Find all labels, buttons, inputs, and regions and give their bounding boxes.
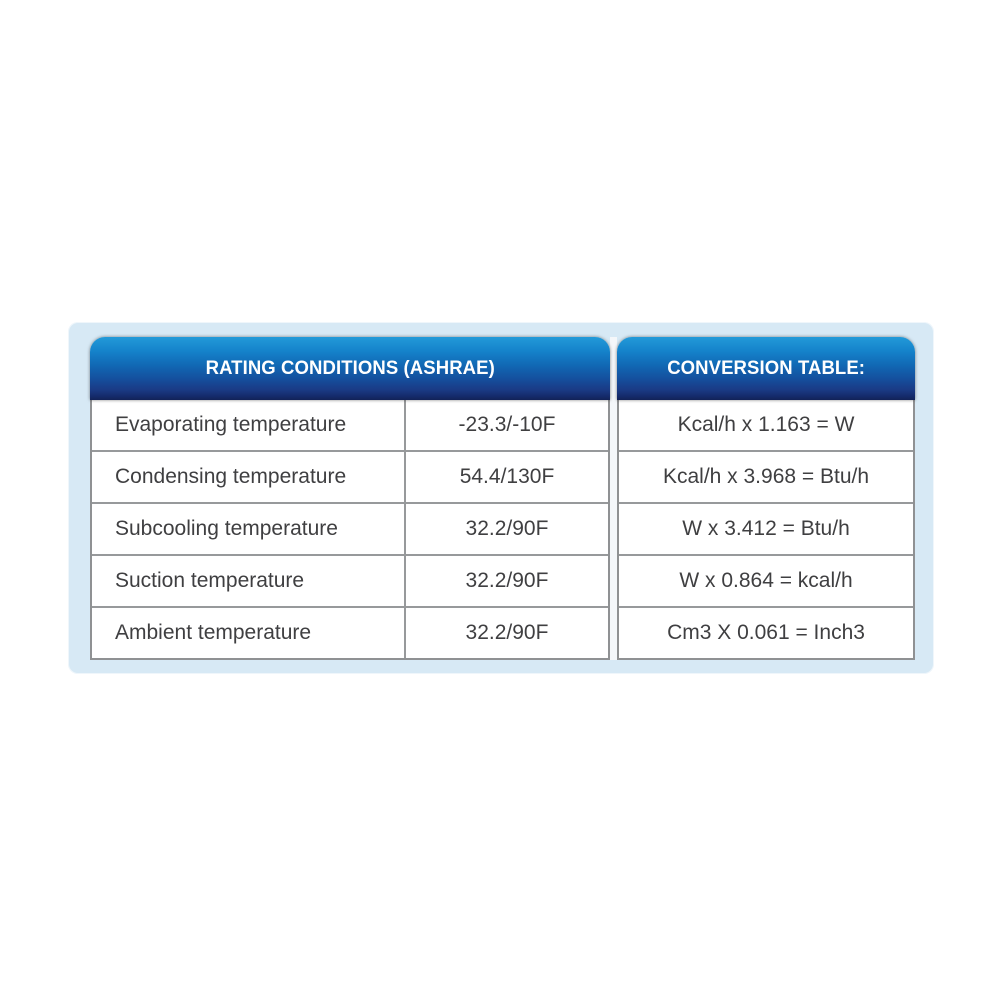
condition-value: -23.3/-10F (406, 400, 608, 450)
conversion-table-row (619, 400, 913, 452)
conversion-table-row (619, 556, 913, 608)
condition-label: Subcooling temperature (92, 504, 406, 554)
conversion-formula: W x 0.864 = kcal/h (619, 556, 913, 606)
conversion-table-header-label: CONVERSION TABLE: (667, 357, 865, 379)
conversion-formula: W x 3.412 = Btu/h (619, 504, 913, 554)
rating-table-row (92, 556, 608, 608)
spec-panel (68, 322, 934, 674)
conversion-table-section (617, 337, 915, 660)
conversion-table-row (619, 452, 913, 504)
condition-label: Condensing temperature (92, 452, 406, 502)
rating-table-row (92, 452, 608, 504)
tables-wrap (90, 337, 915, 660)
conversion-table-header (617, 337, 915, 400)
conversion-table-body (617, 400, 915, 660)
condition-label: Ambient temperature (92, 608, 406, 658)
conversion-table-row (619, 608, 913, 658)
condition-value: 54.4/130F (406, 452, 608, 502)
rating-table-row (92, 504, 608, 556)
section-divider (610, 337, 617, 660)
condition-label: Evaporating temperature (92, 400, 406, 450)
condition-value: 32.2/90F (406, 608, 608, 658)
conversion-table-row (619, 504, 913, 556)
rating-conditions-table-body (90, 400, 610, 660)
rating-table-row (92, 400, 608, 452)
condition-value: 32.2/90F (406, 556, 608, 606)
condition-label: Suction temperature (92, 556, 406, 606)
conversion-formula: Kcal/h x 3.968 = Btu/h (619, 452, 913, 502)
rating-table-row (92, 608, 608, 658)
conversion-formula: Kcal/h x 1.163 = W (619, 400, 913, 450)
rating-conditions-header-label: RATING CONDITIONS (ASHRAE) (205, 357, 495, 379)
condition-value: 32.2/90F (406, 504, 608, 554)
rating-conditions-section (90, 337, 610, 660)
conversion-formula: Cm3 X 0.061 = Inch3 (619, 608, 913, 658)
rating-conditions-header (90, 337, 610, 400)
